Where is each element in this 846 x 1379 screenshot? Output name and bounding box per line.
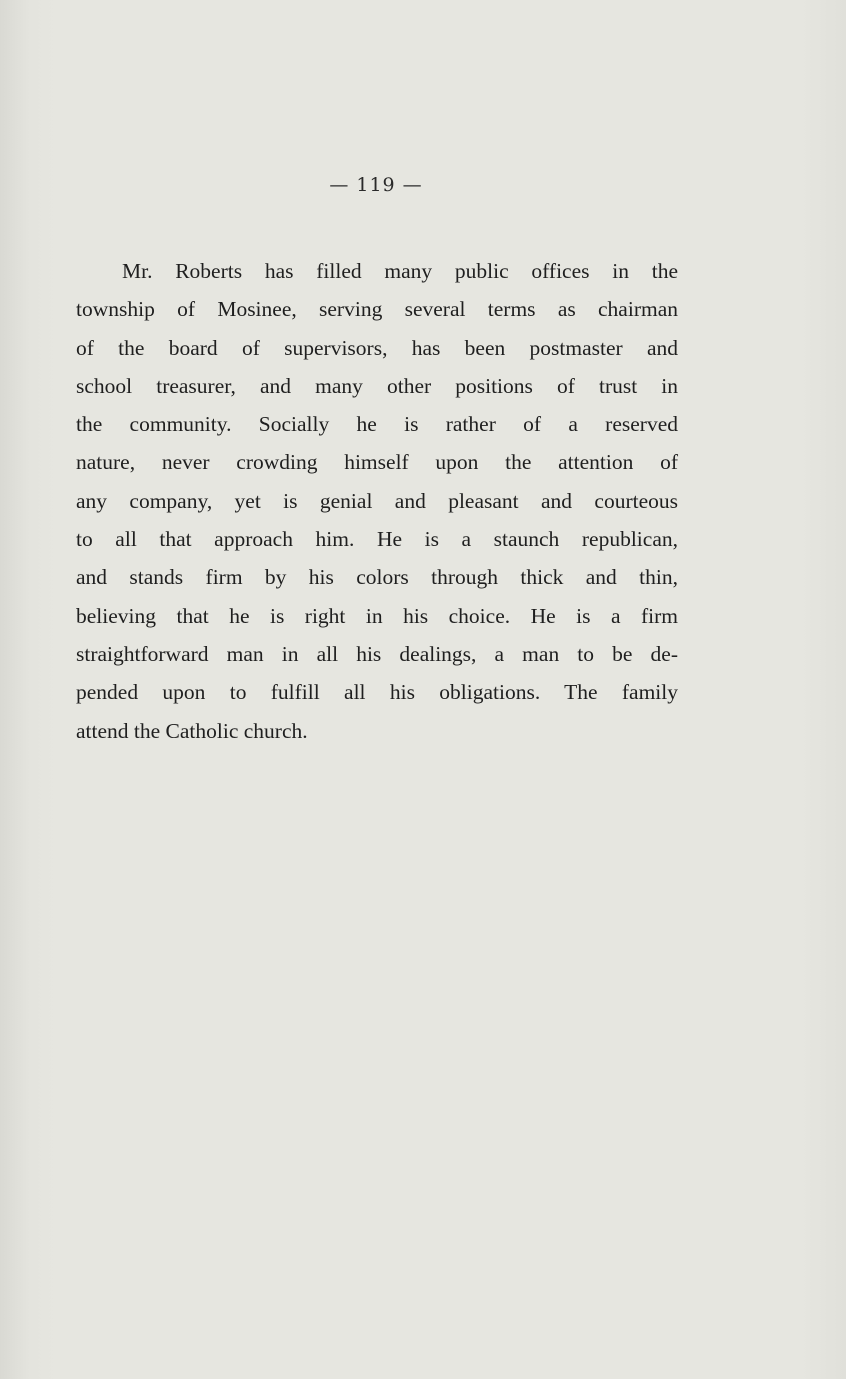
text-line: and stands firm by his colors through thick and thin, [76, 565, 678, 590]
text-line: Mr. Roberts has filled many public offices in the [122, 259, 678, 283]
text-line: the community. Socially he is rather of a reserved [76, 412, 678, 437]
text-line: attend the Catholic church. [76, 718, 308, 743]
text-line: any company, yet is genial and pleasant and courteous [76, 488, 678, 513]
text-line: school treasurer, and many other positions of trust in [76, 373, 678, 398]
text-line: pended upon to fulfill all his obligations. The family [76, 680, 678, 705]
body-paragraph [76, 252, 678, 750]
text-line: township of Mosinee, serving several terms as chairman [76, 297, 678, 322]
text-line: of the board of supervisors, has been postmaster and [76, 335, 678, 360]
page-number: — 119 — [329, 174, 423, 196]
text-line: nature, never crowding himself upon the attention of [76, 450, 678, 475]
text-line: believing that he is right in his choice. He is a firm [76, 603, 678, 628]
text-line: straightforward man in all his dealings, a man to be de- [76, 641, 678, 666]
text-line: to all that approach him. He is a staunch republican, [76, 527, 678, 552]
